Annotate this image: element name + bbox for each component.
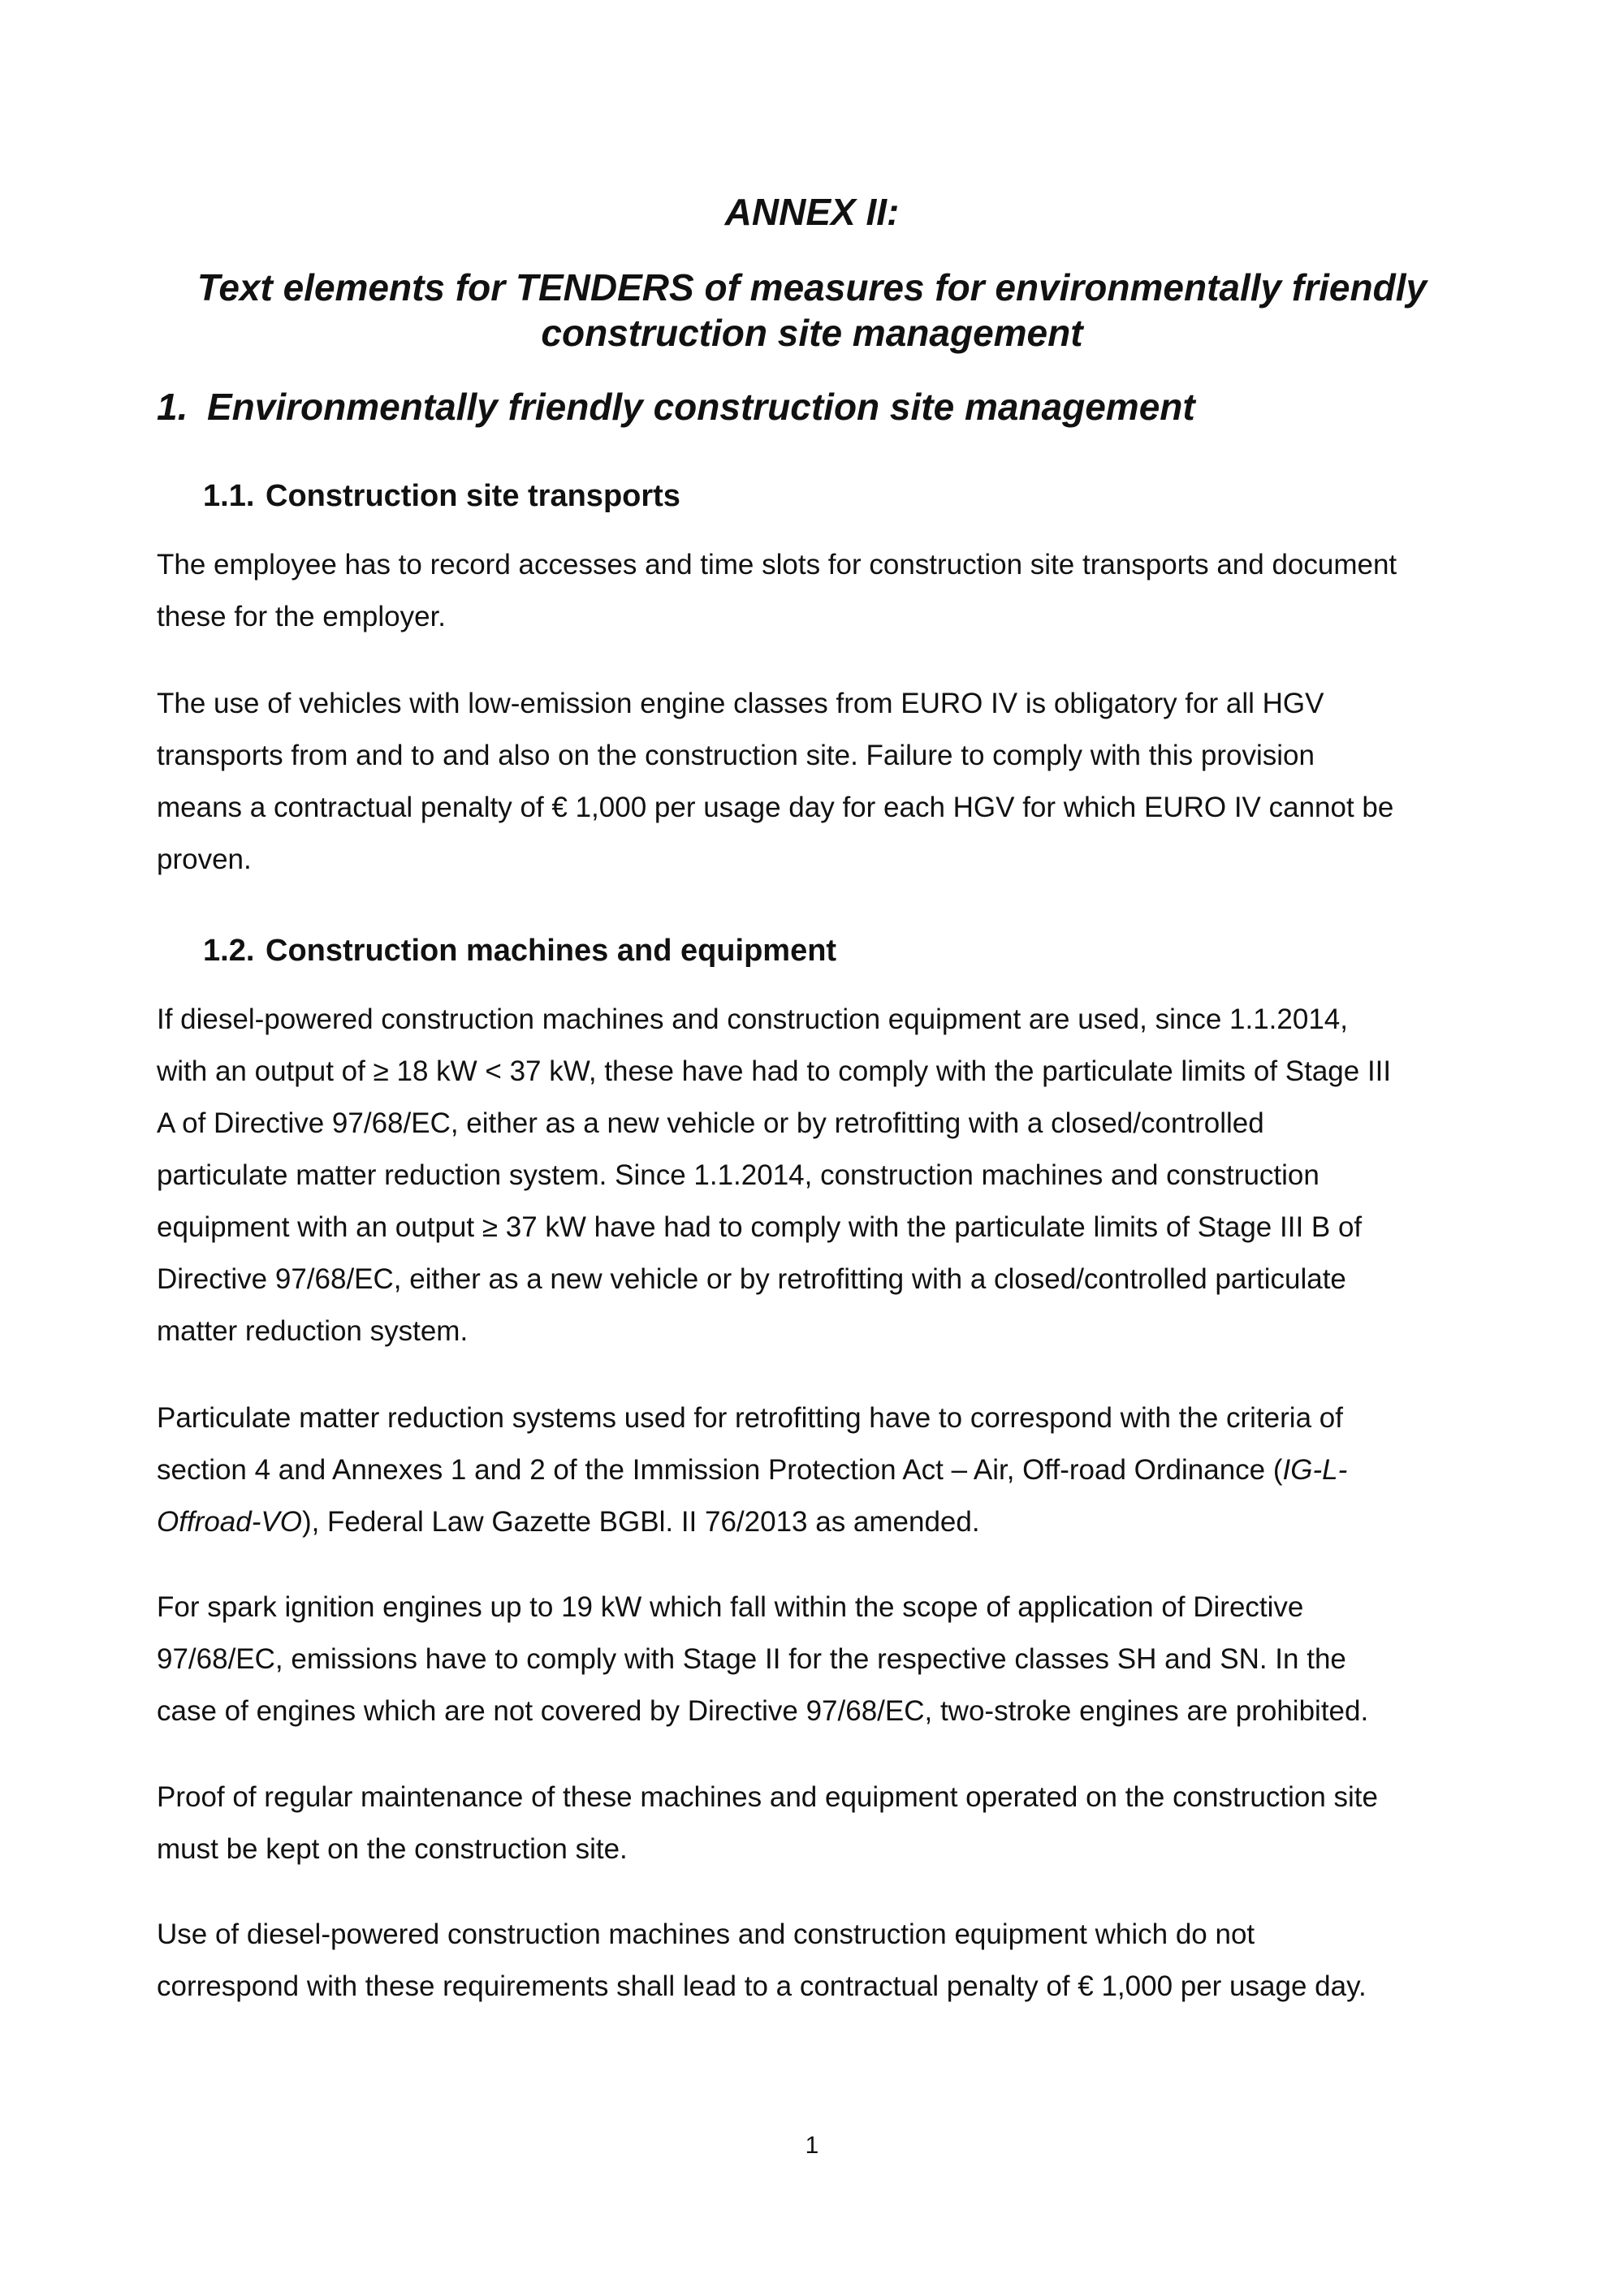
text-line [157, 1909, 1367, 1961]
text-segment: proven. [157, 844, 252, 875]
text-line [157, 1685, 1368, 1737]
text-line [157, 1150, 1391, 1202]
section-number: 1. [157, 386, 188, 428]
text-line [157, 1634, 1368, 1685]
text-line [157, 1202, 1391, 1254]
text-line [157, 782, 1393, 834]
section-1-heading [157, 385, 1195, 429]
text-line [157, 591, 1397, 643]
text-line [157, 1444, 1347, 1496]
text-segment: Directive 97/68/EC, either as a new vehicle or by retrofitting with a closed/controlled particulate [157, 1263, 1346, 1295]
text-segment: The use of vehicles with low-emission engine classes from EURO IV is obligatory for all HGV [157, 688, 1324, 719]
section-number: 1.1. [203, 479, 255, 513]
text-line [157, 1098, 1391, 1150]
text-segment: If diesel-powered construction machines and construction equipment are used, since 1.1.2014, [157, 1003, 1348, 1035]
section-1-1-heading [203, 479, 680, 514]
text-line [157, 1772, 1378, 1823]
paragraph [157, 678, 1393, 886]
text-segment: For spark ignition engines up to 19 kW which fall within the scope of application of Directive [157, 1591, 1304, 1623]
text-line [157, 1582, 1368, 1634]
section-1-2-heading [203, 934, 836, 969]
text-line [157, 1046, 1391, 1098]
text-segment: A of Directive 97/68/EC, either as a new vehicle or by retrofitting with a closed/controlled [157, 1107, 1264, 1139]
section-title: Construction machines and equipment [266, 934, 837, 968]
paragraph [157, 1582, 1368, 1737]
text-segment: 97/68/EC, emissions have to comply with Stage II for the respective classes SH and SN. In the [157, 1643, 1346, 1675]
paragraph [157, 1392, 1347, 1548]
page-number: 1 [805, 2132, 819, 2159]
text-segment: equipment with an output ≥ 37 kW have had to comply with the particulate limits of Stage III B of [157, 1211, 1363, 1243]
text-segment: The employee has to record accesses and time slots for construction site transports and document [157, 549, 1397, 580]
text-line [157, 834, 1393, 886]
text-segment: these for the employer. [157, 601, 447, 632]
text-segment: particulate matter reduction system. Since 1.1.2014, construction machines and construction [157, 1159, 1320, 1191]
text-segment: with an output of ≥ 18 kW < 37 kW, these have had to comply with the particulate limits of Stage III [157, 1055, 1392, 1087]
annex-heading: ANNEX II: [724, 191, 900, 233]
text-line [157, 539, 1397, 591]
text-segment: ), Federal Law Gazette BGBl. II 76/2013 as amended. [301, 1506, 980, 1538]
text-line [157, 730, 1393, 782]
text-line [157, 1254, 1391, 1306]
title-line: Text elements for TENDERS of measures for environmentally friendly [197, 266, 1427, 309]
text-line [157, 994, 1391, 1046]
text-segment: section 4 and Annexes 1 and 2 of the Immission Protection Act – Air, Off-road Ordinance ( [157, 1454, 1283, 1486]
text-segment: correspond with these requirements shall lead to a contractual penalty of € 1,000 per usage day. [157, 1970, 1367, 2002]
text-line [157, 678, 1393, 730]
paragraph [157, 1909, 1367, 2013]
italic-text: Offroad-VO [157, 1506, 302, 1538]
text-segment: Particulate matter reduction systems used for retrofitting have to correspond with the criteria of [157, 1402, 1343, 1434]
text-segment: transports from and to and also on the construction site. Failure to comply with this provision [157, 740, 1315, 771]
text-segment: Proof of regular maintenance of these machines and equipment operated on the construction site [157, 1781, 1378, 1813]
text-line [157, 1961, 1367, 2013]
paragraph [157, 994, 1391, 1357]
text-segment: Use of diesel-powered construction machines and construction equipment which do not [157, 1918, 1255, 1950]
section-title: Construction site transports [266, 479, 680, 513]
text-segment: means a contractual penalty of € 1,000 per usage day for each HGV for which EURO IV cannot be [157, 792, 1394, 823]
section-title: Environmentally friendly construction site management [207, 386, 1195, 428]
text-segment: case of engines which are not covered by Directive 97/68/EC, two-stroke engines are prohibited. [157, 1695, 1369, 1727]
paragraph [157, 539, 1397, 643]
title-line: construction site management [541, 312, 1083, 354]
italic-text: IG-L- [1282, 1454, 1348, 1486]
section-number: 1.2. [203, 934, 255, 968]
text-line [157, 1392, 1347, 1444]
text-line [157, 1823, 1378, 1875]
paragraph [157, 1772, 1378, 1875]
text-line [157, 1496, 1347, 1548]
text-segment: must be kept on the construction site. [157, 1833, 628, 1865]
document-title [0, 265, 1624, 356]
text-line [157, 1306, 1391, 1357]
text-segment: matter reduction system. [157, 1315, 469, 1347]
